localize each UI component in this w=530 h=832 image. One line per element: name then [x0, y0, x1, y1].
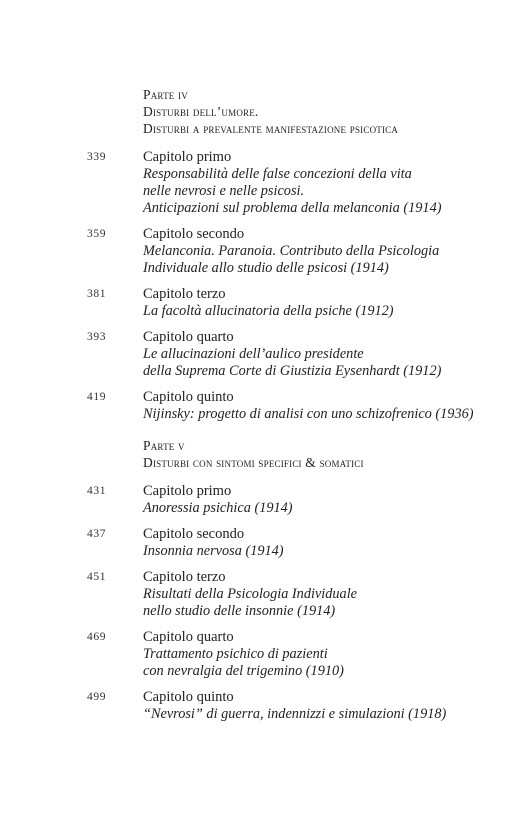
part-label: Parte iv [143, 87, 188, 102]
chapter-title-line: Anoressia psichica (1914) [143, 500, 293, 516]
chapter-label: Capitolo terzo [143, 569, 226, 585]
chapter-label: Capitolo secondo [143, 526, 245, 542]
toc-entry[interactable] [0, 483, 530, 517]
page-number: 469 [87, 631, 107, 643]
page-number: 339 [87, 151, 107, 163]
chapter-title-line: Anticipazioni sul problema della melanconia (1914) [143, 200, 442, 216]
toc-entry[interactable] [0, 389, 530, 423]
part-title-line: Disturbi a prevalente manifestazione psicotica [143, 121, 399, 136]
chapter-label: Capitolo secondo [143, 226, 245, 242]
part-title-line: Disturbi dell’umore. [143, 104, 259, 119]
toc-entry[interactable] [0, 689, 530, 723]
chapter-label: Capitolo primo [143, 483, 232, 499]
toc-entry[interactable] [0, 226, 530, 277]
chapter-title-line: “Nevrosi” di guerra, indennizzi e simulazioni (1918) [143, 706, 447, 722]
part-heading [143, 437, 530, 471]
toc-part-v [0, 437, 530, 732]
part-title-line: Disturbi con sintomi specifici & somatici [143, 455, 364, 470]
toc-entry[interactable] [0, 569, 530, 620]
chapter-title-line: nelle nevrosi e nelle psicosi. [143, 183, 305, 199]
part-label: Parte v [143, 438, 185, 453]
toc-entry[interactable] [0, 329, 530, 380]
chapter-title-line: Trattamento psichico di pazienti [143, 646, 328, 662]
toc-entry[interactable] [0, 526, 530, 560]
toc-entry[interactable] [0, 286, 530, 320]
chapter-label: Capitolo quarto [143, 329, 234, 345]
page-number: 431 [87, 485, 107, 497]
page-number: 437 [87, 528, 107, 540]
page-number: 393 [87, 331, 107, 343]
chapter-title-line: con nevralgia del trigemino (1910) [143, 663, 344, 679]
toc-entries [0, 149, 530, 423]
page-number: 381 [87, 288, 107, 300]
chapter-label: Capitolo quinto [143, 389, 234, 405]
page-number: 359 [87, 228, 107, 240]
toc-entries [0, 483, 530, 723]
chapter-title-line: della Suprema Corte di Giustizia Eysenhardt (1912) [143, 363, 442, 379]
part-heading [143, 86, 530, 137]
chapter-label: Capitolo quinto [143, 689, 234, 705]
toc-part-iv [0, 86, 530, 432]
chapter-title-line: Le allucinazioni dell’aulico presidente [143, 346, 364, 362]
chapter-title-line: Nijinsky: progetto di analisi con uno schizofrenico (1936) [143, 406, 474, 422]
toc-entry[interactable] [0, 149, 530, 217]
chapter-title-line: nello studio delle insonnie (1914) [143, 603, 336, 619]
chapter-label: Capitolo primo [143, 149, 232, 165]
chapter-title-line: Responsabilità delle false concezioni della vita [143, 166, 412, 182]
chapter-title-line: Insonnia nervosa (1914) [143, 543, 284, 559]
chapter-label: Capitolo quarto [143, 629, 234, 645]
page-number: 451 [87, 571, 107, 583]
page-number: 499 [87, 691, 107, 703]
toc-entry[interactable] [0, 629, 530, 680]
page-number: 419 [87, 391, 107, 403]
chapter-title-line: Individuale allo studio delle psicosi (1914) [143, 260, 389, 276]
chapter-label: Capitolo terzo [143, 286, 226, 302]
chapter-title-line: La facoltà allucinatoria della psiche (1912) [143, 303, 394, 319]
chapter-title-line: Melanconia. Paranoia. Contributo della Psicologia [143, 243, 440, 259]
chapter-title-line: Risultati della Psicologia Individuale [143, 586, 358, 602]
